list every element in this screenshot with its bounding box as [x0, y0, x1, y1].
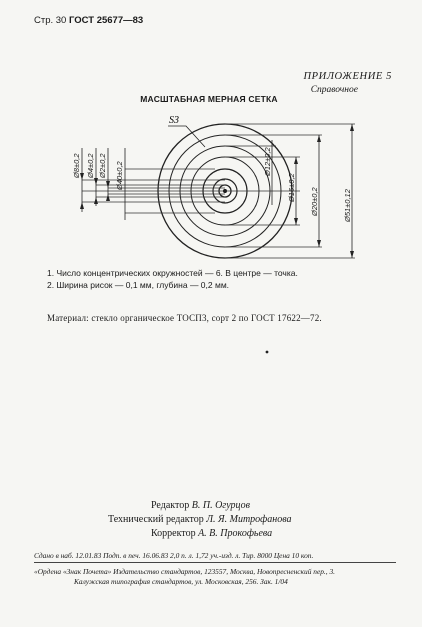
dim-label: Ø4±0,2: [86, 153, 95, 178]
credit-role: Технический редактор: [108, 514, 204, 525]
page-title-text: МАСШТАБНАЯ МЕРНАЯ СЕТКА: [140, 94, 278, 104]
note-1: 1. Число концентрических окружностей — 6. В центре — точка.: [47, 268, 298, 278]
credit-tech-editor: [108, 514, 292, 525]
dim-label: Ø40±0,2: [115, 161, 124, 190]
dim-label: Ø20±0,2: [310, 187, 319, 216]
standard-code: ГОСТ 25677—83: [68, 15, 144, 26]
imprint-line: Сдано в наб. 12.01.83 Подп. в печ. 16.06.83 2,0 п. л. 1,72 уч.-изд. л. Тир. 8000 Цена 10 коп.: [34, 551, 314, 560]
credit-name: А. В. Прокофьева: [198, 528, 273, 539]
credit-name: В. П. Огурцов: [191, 500, 250, 511]
credit-role: Корректор: [151, 528, 196, 539]
appendix-status: Справочное: [310, 85, 358, 95]
dim-label: Ø2±0,2: [98, 153, 107, 178]
credit-role: Редактор: [151, 500, 190, 511]
material-line: Материал: стекло органическое ТОСП3, сорт 2 по ГОСТ 17622—72.: [47, 313, 322, 323]
divider: [34, 562, 396, 563]
dim-label: Ø8±0,2: [72, 153, 81, 178]
appendix-number: ПРИЛОЖЕНИЕ 5: [303, 71, 392, 82]
ink-speck: [266, 351, 269, 354]
note-2: 2. Ширина рисок — 0,1 мм, глубина — 0,2 мм.: [47, 280, 230, 290]
credit-proofreader: [151, 528, 272, 539]
credit-editor: [151, 500, 250, 511]
leader-label: S3: [169, 115, 179, 126]
dim-label: Ø16±0,2: [287, 173, 296, 202]
credit-name: Л. Я. Митрофанова: [206, 514, 292, 525]
page-number: Стр. 30: [34, 15, 67, 26]
dim-label: Ø51±0,12: [343, 189, 352, 222]
dim-label: Ø12±0,2: [263, 147, 272, 176]
imprint-line: «Ордена «Знак Почета» Издательство стандартов, 123557, Москва, Новопресненский пер., 3.: [34, 567, 336, 576]
imprint-line: Калужская типография стандартов, ул. Московская, 256. Зак. 1/04: [74, 577, 288, 586]
